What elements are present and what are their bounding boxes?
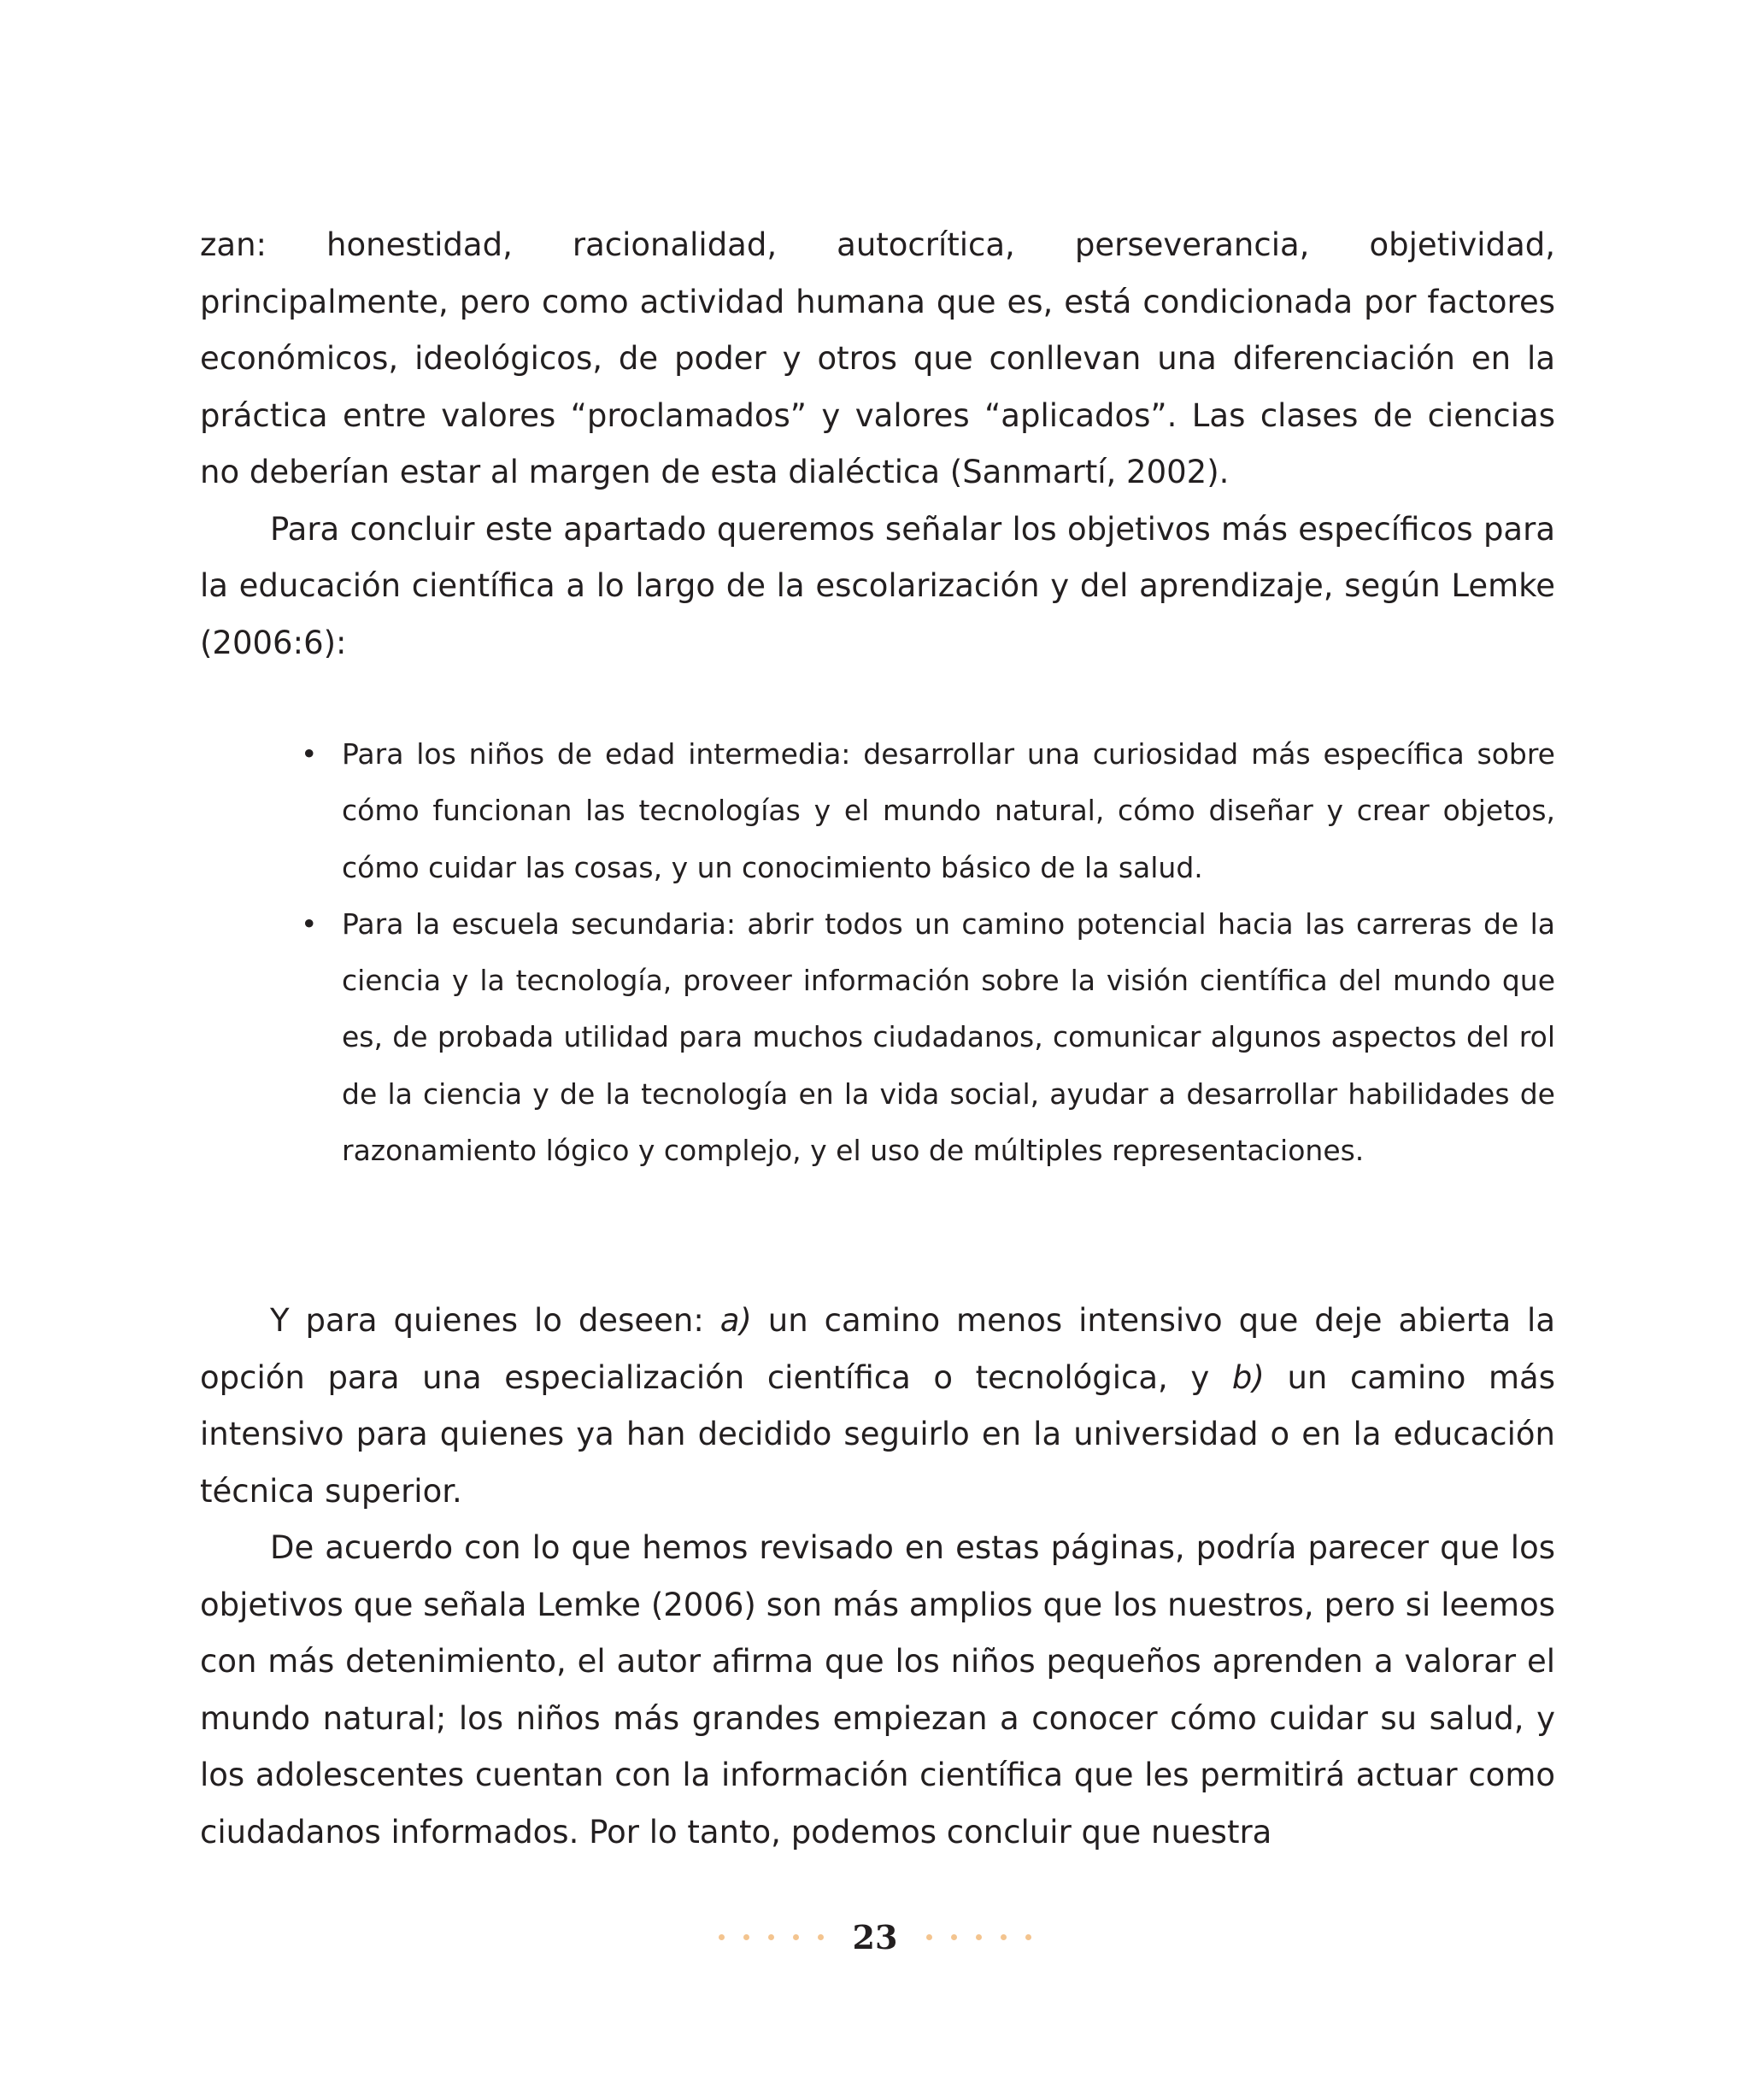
dot-icon — [1001, 1934, 1007, 1940]
list-item-text: Para los niños de edad intermedia: desarrollar una curiosidad más específica sobre cómo funcionan las tecnologías y el mundo natural, cómo diseñar y crear objetos, cómo cuidar las cosas, y un conocimiento básico de la salud. — [342, 737, 1555, 884]
bullet-icon: • — [301, 737, 318, 771]
dot-icon — [793, 1934, 799, 1940]
list-item — [200, 896, 1555, 1179]
paragraph-options-text-2: un camino menos intensivo que deje abierta la opción para una especialización científica o tecnológica, y — [200, 1302, 1556, 1396]
dot-icon — [951, 1934, 957, 1940]
objectives-bullet-list — [200, 726, 1555, 1179]
option-marker-b: b) — [1231, 1358, 1265, 1396]
page-footer — [0, 1911, 1750, 1962]
dot-icon — [768, 1934, 774, 1940]
page-number: 23 — [852, 1917, 898, 1956]
paragraph-options-text-3: un camino más intensivo para quienes ya han decidido seguirlo en la universidad o en la educación técnica superior. — [200, 1358, 1555, 1510]
footer-dots-right — [926, 1934, 1031, 1940]
dot-icon — [818, 1934, 824, 1940]
paragraph-conclusion — [200, 1520, 1555, 1861]
bullet-icon: • — [301, 906, 318, 941]
dot-icon — [976, 1934, 982, 1940]
paragraph-options-text-1: Y para quienes lo deseen: — [270, 1302, 720, 1339]
paragraph-conclusion-text: De acuerdo con lo que hemos revisado en estas páginas, podría parecer que los objetivos que señala Lemke (2006) son más amplios que los nuestros, pero si leemos con más detenimiento, el autor afirma que los niños pequeños aprenden a valorar el mundo natural; los niños más grandes empiezan a conocer cómo cuidar su salud, y los adolescentes cuentan con la información científica que les permitirá actuar como ciudadanos informados. Por lo tanto, podemos concluir que nuestra — [200, 1529, 1555, 1851]
bottom-text-block — [200, 1293, 1555, 1861]
dot-icon — [1025, 1934, 1031, 1940]
paragraph-options — [200, 1293, 1555, 1520]
dot-icon — [719, 1934, 725, 1940]
dot-icon — [926, 1934, 932, 1940]
list-item — [200, 726, 1555, 896]
top-text-block — [200, 217, 1555, 672]
list-item-text: Para la escuela secundaria: abrir todos un camino potencial hacia las carreras de la ciencia y la tecnología, proveer información sobre la visión científica del mundo que es, de probada utilidad para muchos ciudadanos, comunicar algunos aspectos del rol de la ciencia y de la tecnología en la vida social, ayudar a desarrollar habilidades de razonamiento lógico y complejo, y el uso de múltiples representaciones. — [342, 906, 1555, 1168]
paragraph-continuation: zan: honestidad, racionalidad, autocrítica, perseverancia, objetividad, principalmente, pero como actividad humana que es, está condicionada por factores económicos, ideológicos, de poder y otros que conllevan una diferenciación en la práctica entre valores “proclamados” y valores “aplicados”. Las clases de ciencias no deberían estar al margen de esta dialéctica (Sanmartí, 2002). — [200, 226, 1555, 490]
paragraph-intro-objectives — [200, 502, 1555, 672]
dot-icon — [743, 1934, 749, 1940]
footer-dots-left — [719, 1934, 824, 1940]
paragraph-intro-objectives-text: Para concluir este apartado queremos señalar los objetivos más específicos para la educación científica a lo largo de la escolarización y del aprendizaje, según Lemke (2006:6): — [200, 510, 1555, 661]
option-marker-a: a) — [719, 1302, 752, 1339]
